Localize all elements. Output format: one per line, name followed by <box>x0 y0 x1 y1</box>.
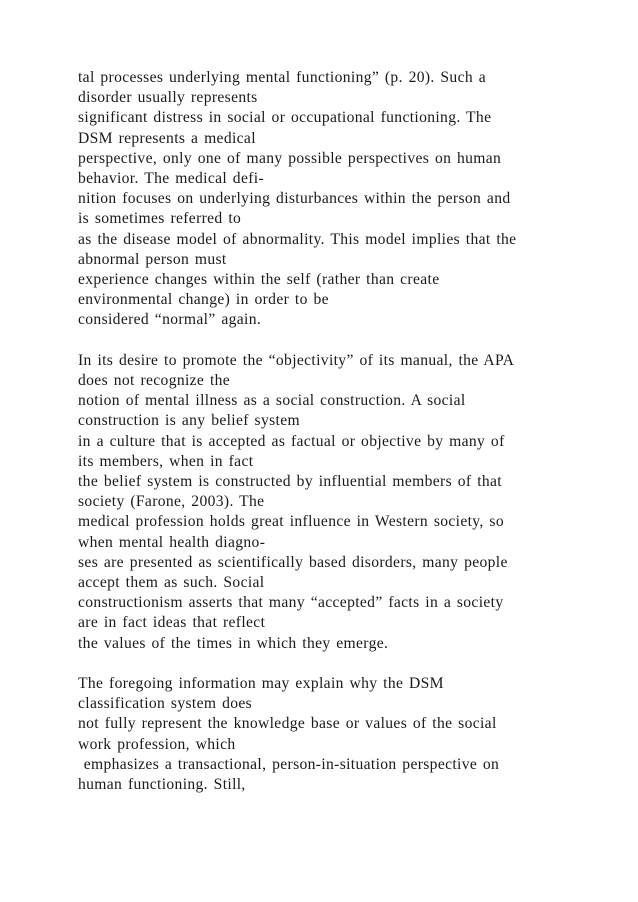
text-line: construction is any belief system <box>78 412 300 430</box>
text-line: disorder usually represents <box>78 89 258 107</box>
text-line: medical profession holds great influence in Western society, so <box>78 513 504 531</box>
text-line: accept them as such. Social <box>78 574 265 592</box>
text-line: classification system does <box>78 695 253 713</box>
text-line: are in fact ideas that reflect <box>78 614 266 632</box>
text-line: behavior. The medical defi- <box>78 170 264 188</box>
text-line: environmental change) in order to be <box>78 291 329 309</box>
text-line: constructionism asserts that many “accepted” facts in a society <box>78 594 504 612</box>
body-text <box>78 68 578 815</box>
text-line: does not recognize the <box>78 372 231 390</box>
text-line: work profession, which <box>78 735 236 753</box>
text-line: notion of mental illness as a social construction. A social <box>78 392 466 410</box>
text-line: emphasizes a transactional, person-in-situation perspective on <box>78 755 500 773</box>
text-line: its members, when in fact <box>78 452 254 470</box>
text-line: abnormal person must <box>78 250 227 268</box>
text-line: In its desire to promote the “objectivity” of its manual, the APA <box>78 351 515 369</box>
text-line: ses are presented as scientifically based disorders, many people <box>78 553 508 571</box>
text-line: in a culture that is accepted as factual or objective by many of <box>78 432 505 450</box>
text-line: is sometimes referred to <box>78 210 242 228</box>
text-line: perspective, only one of many possible perspectives on human <box>78 149 502 167</box>
text-line: nition focuses on underlying disturbances within the person and <box>78 190 511 208</box>
text-line: the belief system is constructed by influential members of that <box>78 473 502 491</box>
text-line: when mental health diagno- <box>78 533 266 551</box>
text-line: the values of the times in which they emerge. <box>78 634 389 652</box>
text-line: considered “normal” again. <box>78 311 262 329</box>
text-line: The foregoing information may explain why the DSM <box>78 675 444 693</box>
text-line: society (Farone, 2003). The <box>78 493 265 511</box>
text-line: DSM represents a medical <box>78 129 256 147</box>
text-line: human functioning. Still, <box>78 776 246 794</box>
paragraph-dsm-social-work <box>78 674 578 795</box>
text-line: as the disease model of abnormality. This model implies that the <box>78 230 517 248</box>
paragraph-social-construction <box>78 351 578 654</box>
text-line: not fully represent the knowledge base or values of the social <box>78 715 497 733</box>
text-line: experience changes within the self (rather than create <box>78 271 440 289</box>
text-line: significant distress in social or occupational functioning. The <box>78 109 492 127</box>
paragraph-dsm-medical-perspective <box>78 68 578 331</box>
text-line: tal processes underlying mental functioning” (p. 20). Such a <box>78 69 487 86</box>
